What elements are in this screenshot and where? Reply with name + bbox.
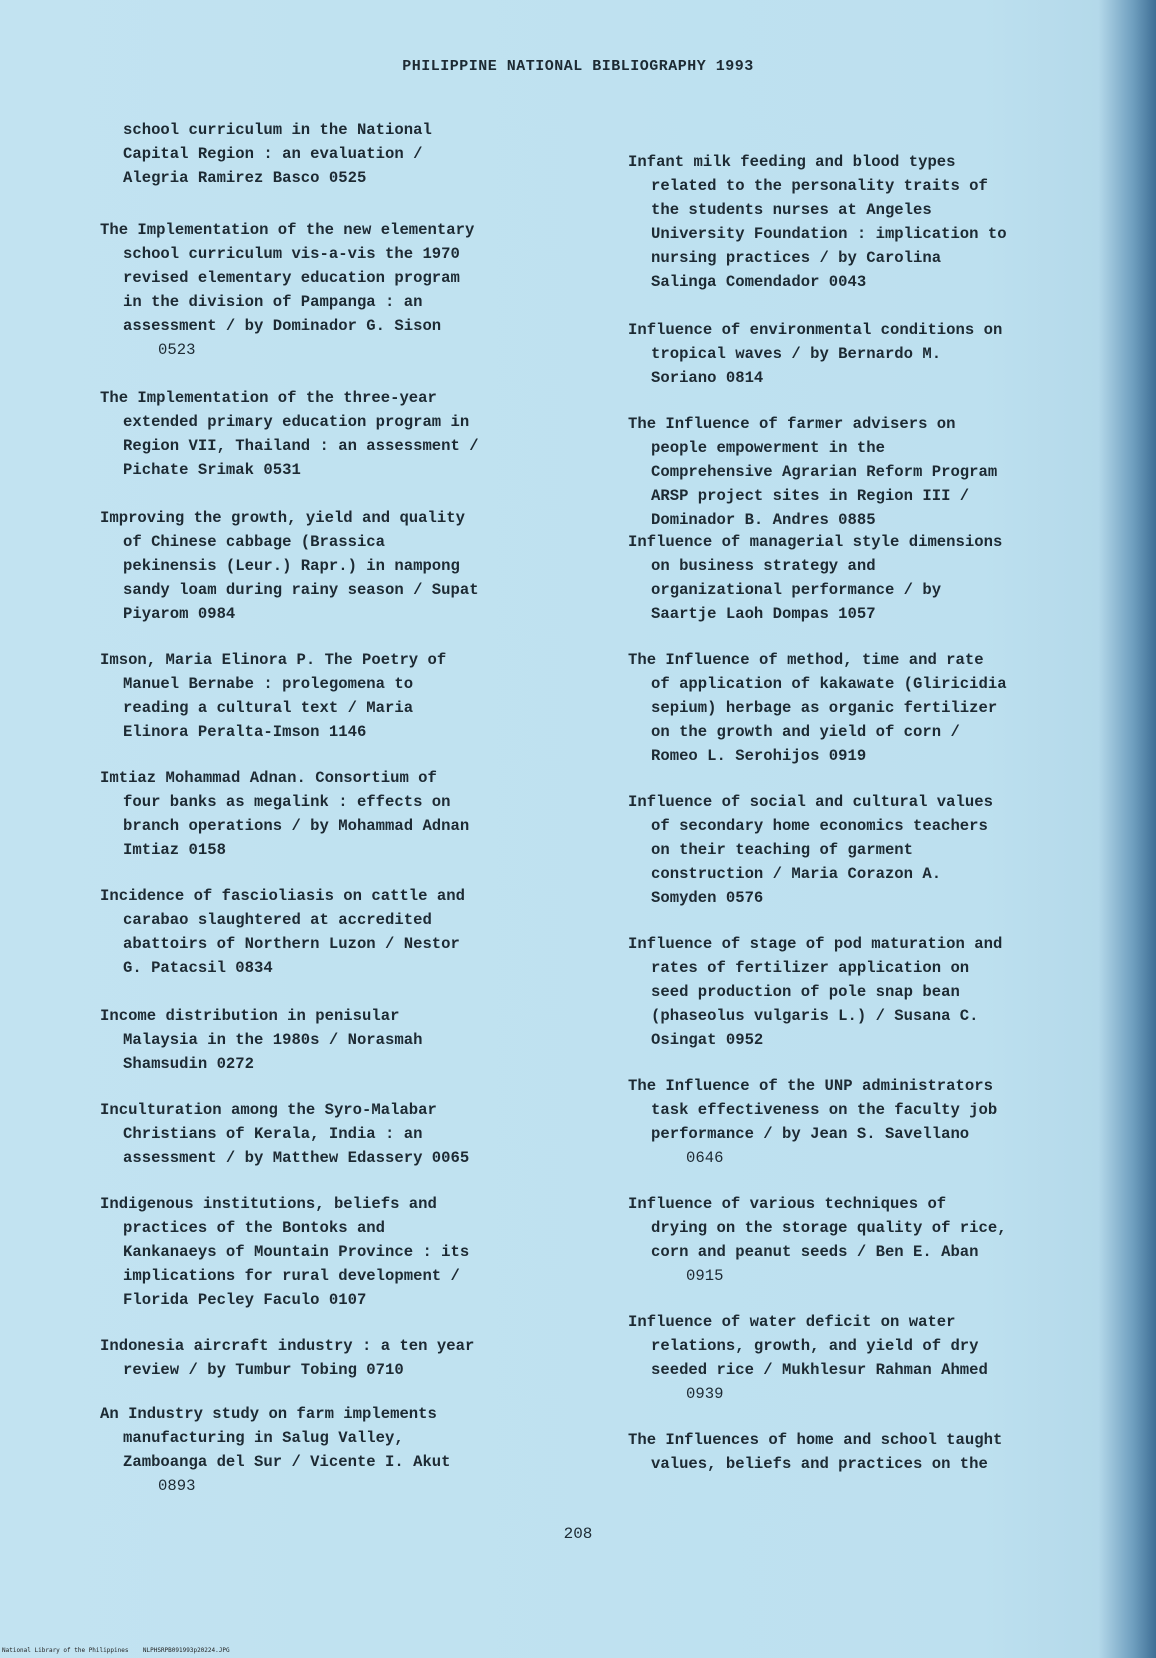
entry-line: extended primary education program in: [123, 413, 470, 431]
page-number: 208: [563, 1525, 593, 1543]
entry-line: The Influence of farmer advisers on: [628, 415, 956, 433]
entry-line: Elinora Peralta-Imson 1146: [123, 723, 367, 741]
entry-line: construction / Maria Corazon A.: [651, 865, 942, 883]
entry-line: Influence of various techniques of: [628, 1195, 947, 1213]
bibliography-entry: [100, 1334, 600, 1382]
entry-line: Income distribution in penisular: [100, 1007, 400, 1025]
entry-line: The Influence of method, time and rate: [628, 651, 984, 669]
entry-line: assessment / by Dominador G. Sison: [123, 317, 442, 335]
entry-line: implications for rural development /: [123, 1267, 460, 1285]
bibliography-entry: [628, 530, 1128, 626]
entry-line: (phaseolus vulgaris L.) / Susana C.: [651, 1007, 979, 1025]
entry-line: Manuel Bernabe : prolegomena to: [123, 675, 414, 693]
bibliography-entry: [628, 932, 1128, 1052]
entry-line: on the growth and yield of corn /: [651, 723, 960, 741]
entry-line: Comprehensive Agrarian Reform Program: [651, 463, 998, 481]
entry-line: Piyarom 0984: [123, 605, 236, 623]
entry-line: Malaysia in the 1980s / Norasmah: [123, 1031, 423, 1049]
entry-line: performance / by Jean S. Savellano: [651, 1125, 970, 1143]
entry-line: seed production of pole snap bean: [651, 983, 960, 1001]
bibliography-entry: [628, 1428, 1128, 1476]
entry-line: Influence of stage of pod maturation and: [628, 935, 1003, 953]
bibliography-entry: [628, 412, 1128, 532]
entry-line: Shamsudin 0272: [123, 1055, 255, 1073]
bibliography-entry: [628, 1074, 1128, 1170]
entry-line: rates of fertilizer application on: [651, 959, 970, 977]
bibliography-entry: [100, 648, 600, 744]
entry-line: in the division of Pampanga : an: [123, 293, 423, 311]
entry-line: Influence of water deficit on water: [628, 1313, 956, 1331]
entry-line: on their teaching of garment: [651, 841, 914, 859]
entry-line: seeded rice / Mukhlesur Rahman Ahmed: [651, 1361, 988, 1379]
entry-line: practices of the Bontoks and: [123, 1219, 386, 1237]
entry-line: the students nurses at Angeles: [651, 201, 932, 219]
entry-line: review / by Tumbur Tobing 0710: [123, 1361, 404, 1379]
entry-line: of secondary home economics teachers: [651, 817, 988, 835]
entry-line: The Implementation of the new elementary: [100, 221, 475, 239]
entry-line: pekinensis (Leur.) Rapr.) in nampong: [123, 557, 460, 575]
bibliography-entry: [628, 150, 1128, 294]
entry-line: Florida Pecley Faculo 0107: [123, 1291, 367, 1309]
entry-line: on business strategy and: [651, 557, 876, 575]
entry-line: abattoirs of Northern Luzon / Nestor: [123, 935, 460, 953]
bibliography-entry: [100, 1004, 600, 1076]
bibliography-entry: [100, 1402, 600, 1498]
scan-footer: National Library of the Philippines NLPHSRPB091993p20224.JPG: [2, 1647, 230, 1654]
entry-line: carabao slaughtered at accredited: [123, 911, 432, 929]
entry-line: 0915: [686, 1267, 724, 1285]
entry-line: drying on the storage quality of rice,: [651, 1219, 1007, 1237]
entry-line: organizational performance / by: [651, 581, 942, 599]
entry-line: Incidence of fascioliasis on cattle and: [100, 887, 465, 905]
bibliography-entry: [100, 386, 600, 482]
entry-line: assessment / by Matthew Edassery 0065: [123, 1149, 470, 1167]
entry-line: Somyden 0576: [651, 889, 764, 907]
entry-line: school curriculum vis-a-vis the 1970: [123, 245, 460, 263]
bibliography-entry: [628, 318, 1128, 390]
entry-line: The Influences of home and school taught: [628, 1431, 1003, 1449]
bibliography-entry: [628, 1310, 1128, 1406]
entry-line: 0523: [158, 341, 196, 359]
entry-line: Infant milk feeding and blood types: [628, 153, 956, 171]
entry-line: University Foundation : implication to: [651, 225, 1007, 243]
entry-line: Salinga Comendador 0043: [651, 273, 867, 291]
entry-line: branch operations / by Mohammad Adnan: [123, 817, 470, 835]
entry-line: Zamboanga del Sur / Vicente I. Akut: [123, 1453, 451, 1471]
entry-line: Pichate Srimak 0531: [123, 461, 301, 479]
entry-line: Influence of environmental conditions on: [628, 321, 1003, 339]
entry-line: Kankanaeys of Mountain Province : its: [123, 1243, 470, 1261]
entry-line: An Industry study on farm implements: [100, 1405, 437, 1423]
bibliography-entry: [628, 1192, 1128, 1288]
entry-line: Saartje Laoh Dompas 1057: [651, 605, 876, 623]
bibliography-entry: [100, 1098, 600, 1170]
entry-line: values, beliefs and practices on the: [651, 1455, 988, 1473]
entry-line: Indonesia aircraft industry : a ten year: [100, 1337, 475, 1355]
entry-line: Soriano 0814: [651, 369, 764, 387]
entry-line: Christians of Kerala, India : an: [123, 1125, 423, 1143]
entry-line: Dominador B. Andres 0885: [651, 511, 876, 529]
entry-line: Imtiaz Mohammad Adnan. Consortium of: [100, 769, 437, 787]
entry-line: Osingat 0952: [651, 1031, 764, 1049]
entry-line: related to the personality traits of: [651, 177, 988, 195]
entry-line: The Influence of the UNP administrators: [628, 1077, 993, 1095]
entry-line: Improving the growth, yield and quality: [100, 509, 465, 527]
entry-line: G. Patacsil 0834: [123, 959, 273, 977]
entry-line: Alegria Ramirez Basco 0525: [123, 169, 367, 187]
entry-line: task effectiveness on the faculty job: [651, 1101, 998, 1119]
entry-line: of Chinese cabbage (Brassica: [123, 533, 386, 551]
entry-line: Region VII, Thailand : an assessment /: [123, 437, 479, 455]
entry-line: 0646: [686, 1149, 724, 1167]
entry-line: 0939: [686, 1385, 724, 1403]
entry-line: Imtiaz 0158: [123, 841, 226, 859]
entry-line: Romeo L. Serohijos 0919: [651, 747, 867, 765]
entry-line: Influence of managerial style dimensions: [628, 533, 1003, 551]
bibliography-entry: [628, 790, 1128, 910]
entry-line: Imson, Maria Elinora P. The Poetry of: [100, 651, 447, 669]
entry-line: Influence of social and cultural values: [628, 793, 993, 811]
entry-line: sepium) herbage as organic fertilizer: [651, 699, 998, 717]
entry-line: reading a cultural text / Maria: [123, 699, 414, 717]
entry-line: Indigenous institutions, beliefs and: [100, 1195, 437, 1213]
entry-line: Inculturation among the Syro-Malabar: [100, 1101, 437, 1119]
entry-line: of application of kakawate (Gliricidia: [651, 675, 1007, 693]
entry-line: manufacturing in Salug Valley,: [123, 1429, 404, 1447]
entry-line: four banks as megalink : effects on: [123, 793, 451, 811]
bibliography-entry: [100, 506, 600, 626]
bibliography-entry: [100, 884, 600, 980]
bibliography-entry: [100, 766, 600, 862]
entry-line: ARSP project sites in Region III /: [651, 487, 970, 505]
bibliography-entry: [628, 648, 1128, 768]
bibliography-entry: [100, 218, 600, 362]
entry-line: school curriculum in the National: [123, 121, 432, 139]
entry-line: The Implementation of the three-year: [100, 389, 437, 407]
entry-line: revised elementary education program: [123, 269, 460, 287]
entry-line: relations, growth, and yield of dry: [651, 1337, 979, 1355]
entry-line: people empowerment in the: [651, 439, 885, 457]
page-header: PHILIPPINE NATIONAL BIBLIOGRAPHY 1993: [402, 58, 754, 75]
entry-line: tropical waves / by Bernardo M.: [651, 345, 942, 363]
bibliography-entry: [100, 118, 600, 190]
entry-line: Capital Region : an evaluation /: [123, 145, 423, 163]
entry-line: 0893: [158, 1477, 196, 1495]
bibliography-entry: [100, 1192, 600, 1312]
entry-line: corn and peanut seeds / Ben E. Aban: [651, 1243, 979, 1261]
entry-line: nursing practices / by Carolina: [651, 249, 942, 267]
entry-line: sandy loam during rainy season / Supat: [123, 581, 479, 599]
